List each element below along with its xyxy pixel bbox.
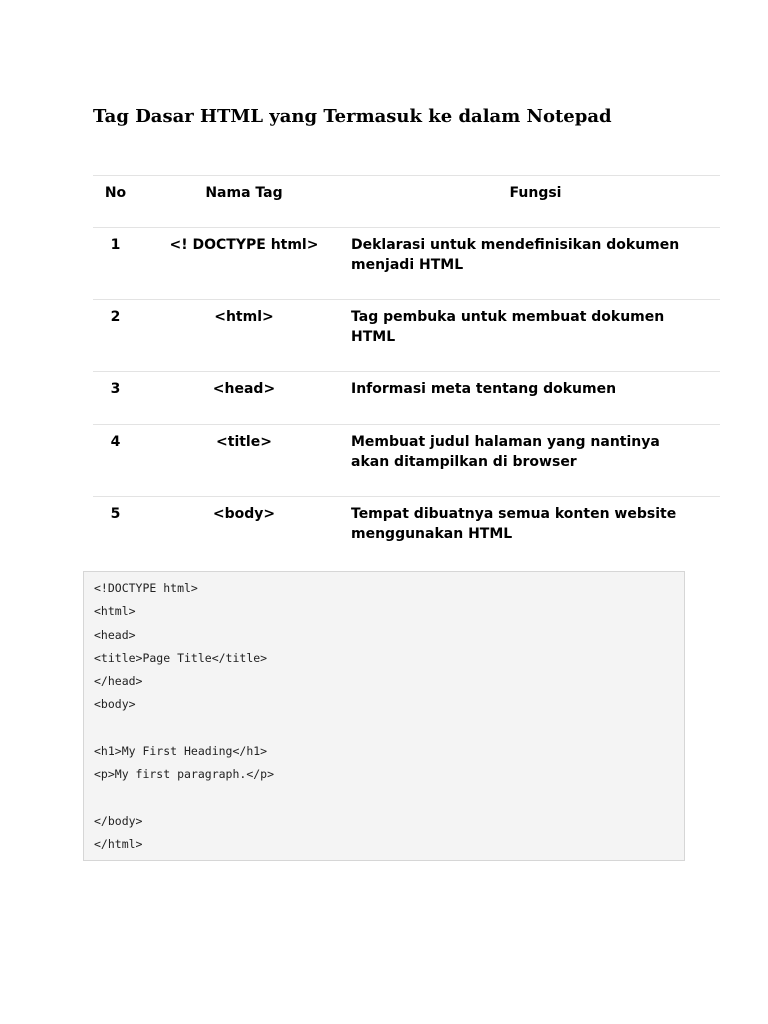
header-function: Fungsi bbox=[350, 176, 720, 228]
tag-function-line: Tag pembuka untuk membuat dokumen bbox=[351, 309, 665, 325]
header-no: No bbox=[93, 176, 138, 228]
tag-function-line: Membuat judul halaman yang nantinya bbox=[351, 434, 660, 450]
table-row bbox=[93, 425, 720, 497]
tag-function bbox=[350, 228, 720, 300]
tag-function-line: menjadi HTML bbox=[351, 256, 464, 273]
table-row bbox=[93, 300, 720, 372]
html-tags-table bbox=[93, 175, 720, 557]
code-line bbox=[94, 787, 674, 810]
tag-function-line: menggunakan HTML bbox=[351, 525, 513, 542]
code-line: <p>My first paragraph.</p> bbox=[94, 767, 275, 782]
code-line: <body> bbox=[94, 697, 136, 712]
table-header-row bbox=[93, 176, 720, 228]
tag-function bbox=[350, 425, 720, 497]
tag-function bbox=[350, 497, 720, 557]
tag-function-line: Deklarasi untuk mendefinisikan dokumen bbox=[351, 237, 680, 253]
tag-function-line: Informasi meta tentang dokumen bbox=[351, 381, 617, 397]
tag-function-line: akan ditampilkan di browser bbox=[351, 453, 577, 470]
table-row bbox=[93, 228, 720, 300]
row-number: 2 bbox=[93, 300, 138, 372]
page-title: Tag Dasar HTML yang Termasuk ke dalam Notepad bbox=[93, 106, 612, 127]
code-line: <h1>My First Heading</h1> bbox=[94, 744, 268, 759]
code-line: <!DOCTYPE html> bbox=[94, 581, 198, 595]
tag-name: <! DOCTYPE html> bbox=[138, 228, 350, 300]
row-number: 5 bbox=[93, 497, 138, 557]
tag-function-line: HTML bbox=[351, 328, 396, 345]
table-row bbox=[93, 372, 720, 425]
row-number: 4 bbox=[93, 425, 138, 497]
tag-function bbox=[350, 300, 720, 372]
header-tag-name: Nama Tag bbox=[138, 176, 350, 228]
tag-name: <title> bbox=[138, 425, 350, 497]
tag-function-line: Tempat dibuatnya semua konten website bbox=[351, 506, 677, 522]
code-example-block bbox=[83, 571, 685, 861]
code-line: <html> bbox=[94, 604, 136, 619]
tag-name: <head> bbox=[138, 372, 350, 425]
row-number: 1 bbox=[93, 228, 138, 300]
code-line bbox=[94, 717, 674, 740]
tag-name: <body> bbox=[138, 497, 350, 557]
code-line: <head> bbox=[94, 627, 136, 642]
tag-function bbox=[350, 372, 720, 425]
code-line: </head> bbox=[94, 674, 143, 689]
tag-name: <html> bbox=[138, 300, 350, 372]
code-line: </html> bbox=[94, 837, 143, 852]
code-line: </body> bbox=[94, 813, 143, 828]
row-number: 3 bbox=[93, 372, 138, 425]
code-line: <title>Page Title</title> bbox=[94, 650, 268, 665]
table-row bbox=[93, 497, 720, 557]
